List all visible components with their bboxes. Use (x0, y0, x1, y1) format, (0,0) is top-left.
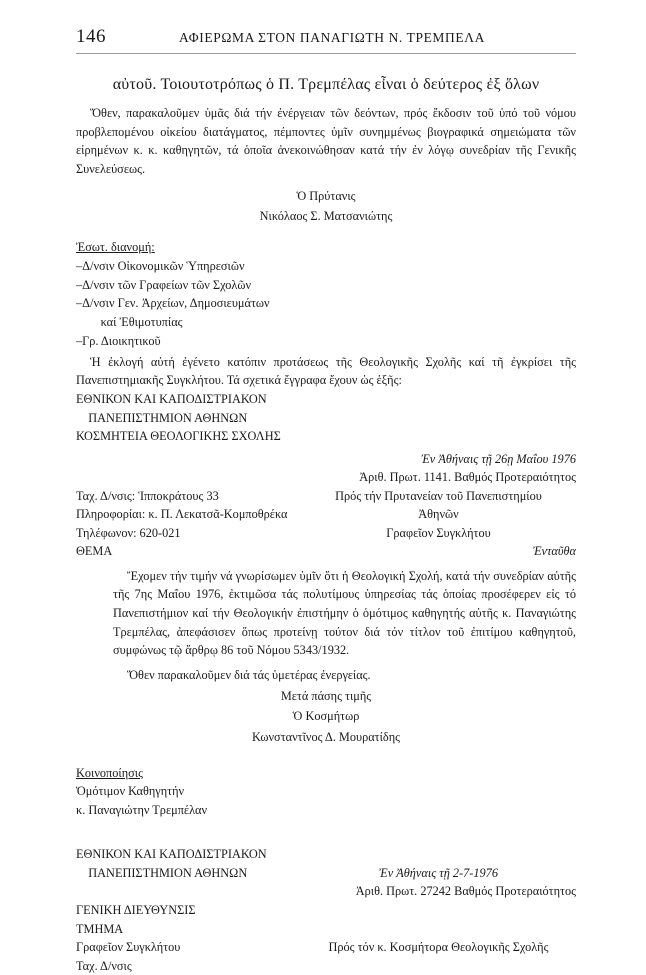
letterhead-2-line-5: Γραφεῖον Συγκλήτου (76, 940, 181, 955)
letterhead-1-line-3: ΚΟΣΜΗΤΕΙΑ ΘΕΟΛΟΓΙΚΗΣ ΣΧΟΛΗΣ (76, 429, 281, 444)
letterhead-1-row-address (76, 487, 576, 505)
cc-line-2: κ. Παναγιώτην Τρεμπέλαν (76, 802, 208, 817)
paragraph-2: Ἡ ἐκλογή αὐτή ἐγένετο κατόπιν προτάσεως τῆς Θεολογικῆς Σχολῆς καί τῆ ἐγκρίσει τῆς Πανεπιστημιακῆς Συγκλήτου. Τά σχετικά ἔγγραφα ἔχουν ὡς ἑξῆς: (76, 354, 576, 388)
letterhead-2-line-6: Ταχ. Δ/νσις (76, 958, 132, 973)
letterhead-1-recipient-3: Γραφεῖον Συγκλήτου (386, 525, 491, 540)
letterhead-1-recipient-4: Ἐνταῦθα (532, 544, 576, 559)
letterhead-1-row-info (76, 505, 576, 523)
paragraph-1: Ὅθεν, παρακαλοῦμεν ὑμᾶς διά τήν ἐνέργειαν τῶν δεόντων, πρός ἔκδοσιν τοῦ ὑπό τοῦ νόμου προβλεπομένου οἰκείου διατάγματος, πέμποντες ὑμῖν συνημμένως βιογραφικά σημειώματα τῶν εἰρημένων κ. κ. καθηγητῶν, τά ὁποῖα ἀνεκοινώθησαν κατά τήν ἐν λόγῳ συνεδρίαν τῆς Γενικῆς Συνελεύσεως. (76, 106, 576, 177)
signature-1-title: Ὁ Πρύτανις (296, 188, 356, 203)
cc-line-1: Ὁμότιμον Καθηγητήν (76, 784, 185, 799)
paragraph-3: Ἔχομεν τήν τιμήν νά γνωρίσωμεν ὑμῖν ὅτι ἡ Θεολογική Σχολή, κατά τήν συνεδρίαν αὐτῆς τῆς 7ης Μαΐου 1976, ἐκτιμῶσα τάς πολυτίμους ὑπηρεσίας τάς ὁποίας προσέφερεν εἰς τό Πανεπιστήμιον καί τήν Θεολογικήν ἐπιστήμην ὁ ὁμότιμος καθηγητής αὐτῆς κ. Παναγιώτης Τρεμπέλας, ἀπεφάσισεν ὅπως προτείνῃ τούτον διά τόν τίτλον τοῦ ἐπιτίμου καθηγητοῦ, συμφώνως τῷ ἄρθρῳ 86 τοῦ Νόμου 5343/1932. (113, 568, 576, 658)
letterhead-2-date: Ἐν Ἀθήναις τῇ 2-7-1976 (379, 866, 498, 880)
letterhead-1-recipient-2: Ἀθηνῶν (418, 507, 459, 522)
letterhead-1-line-1: ΕΘΝΙΚΟΝ ΚΑΙ ΚΑΠΟΔΙΣΤΡΙΑΚΟΝ (76, 391, 267, 406)
letterhead-1-recipient-1: Πρός τήν Πρυτανείαν τοῦ Πανεπιστημίου (335, 488, 542, 503)
list-item: –Γρ. Διοικητικοῦ (76, 333, 161, 348)
letterhead-2-protocol: Ἀριθ. Πρωτ. 27242 Βαθμός Προτεραιότητος (355, 884, 576, 899)
letterhead-1-protocol: Ἀριθ. Πρωτ. 1141. Βαθμός Προτεραιότητος (359, 470, 576, 485)
letterhead-2-recipient: Πρός τόν κ. Κοσμήτορα Θεολογικῆς Σχολῆς (328, 940, 549, 955)
letterhead-2-line-2: ΠΑΝΕΠΙΣΤΗΜΙΟΝ ΑΘΗΝΩΝ (76, 866, 248, 880)
page-number: 146 (76, 26, 106, 47)
letterhead-1-info: Πληροφορίαι: κ. Π. Λεκατσᾶ-Κομποθρέκα (76, 507, 288, 522)
letterhead-1-phone: Τηλέφωνον: 620-021 (76, 525, 181, 540)
list-item: –Δ/νσιν Οἰκονομικῶν Ὑπηρεσιῶν (76, 259, 245, 274)
running-title: ΑΦΙΕΡΩΜΑ ΣΤΟΝ ΠΑΝΑΓΙΩΤΗ Ν. ΤΡΕΜΠΕΛΑ (179, 30, 485, 45)
paragraph-4: Ὅθεν παρακαλοῦμεν διά τάς ὑμετέρας ἐνεργείας. (127, 668, 371, 682)
letterhead-1-row-subject (76, 542, 576, 560)
signature-2-closing: Μετά πάσης τιμῆς (280, 688, 372, 703)
letterhead-1-address: Ταχ. Δ/νσις: Ἱπποκράτους 33 (76, 488, 219, 503)
letterhead-2-line-1: ΕΘΝΙΚΟΝ ΚΑΙ ΚΑΠΟΔΙΣΤΡΙΑΚΟΝ (76, 847, 267, 862)
letterhead-2-row-1 (76, 864, 576, 882)
letterhead-2-line-3: ΓΕΝΙΚΗ ΔΙΕΥΘΥΝΣΙΣ (76, 902, 196, 917)
list-item: –Δ/νσιν Γεν. Ἀρχείων, Δημοσιευμάτων (76, 296, 270, 311)
letterhead-1-row-phone (76, 524, 576, 542)
signature-2-title: Ὁ Κοσμήτωρ (292, 709, 360, 724)
letterhead-2-row-2 (76, 938, 576, 956)
list-item: καί Ἐθιμοτυπίας (76, 315, 183, 330)
distribution-list (76, 257, 576, 350)
headline-text: αὐτοῦ. Τοιουτοτρόπως ὁ Π. Τρεμπέλας εἶναι ὁ δεύτερος ἐξ ὅλων (112, 76, 540, 93)
page-content (76, 26, 576, 975)
letter-1-body (113, 567, 576, 685)
list-item: –Δ/νσιν τῶν Γραφείων τῶν Σχολῶν (76, 277, 252, 292)
letterhead-1-subject: ΘΕΜΑ (76, 544, 113, 559)
distribution-heading: Ἐσωτ. διανομή: (76, 239, 155, 254)
letterhead-1-date: Ἐν Ἀθήναις τῇ 26ῃ Μαΐου 1976 (421, 451, 576, 466)
signature-1-name: Νικόλαος Σ. Ματσανιώτης (259, 209, 393, 224)
cc-heading: Κοινοποίησις (76, 766, 143, 780)
signature-2-name: Κωνσταντῖνος Δ. Μουρατίδης (251, 729, 401, 744)
letterhead-2-line-4: ΤΜΗΜΑ (76, 921, 124, 936)
letterhead-1-line-2: ΠΑΝΕΠΙΣΤΗΜΙΟΝ ΑΘΗΝΩΝ (76, 410, 248, 425)
running-head (76, 26, 576, 54)
